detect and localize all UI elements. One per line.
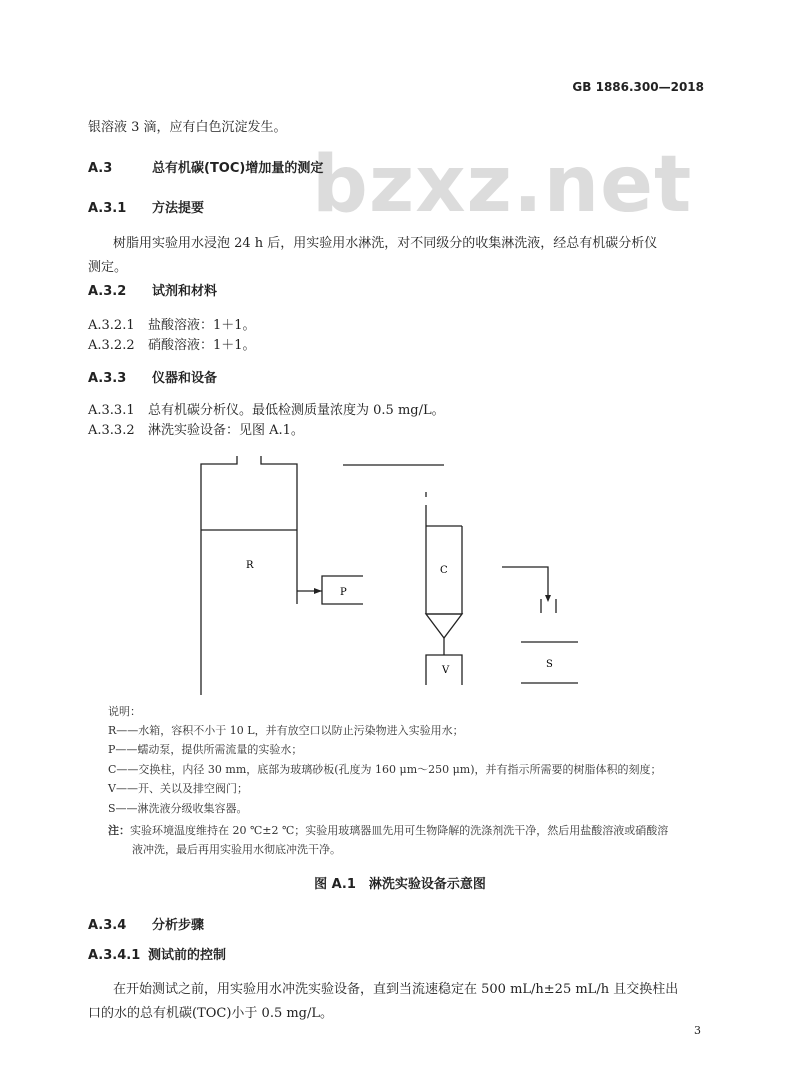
section-title: 分析步骤 <box>152 918 205 933</box>
item-number: A.3.2.1 <box>88 318 135 333</box>
a31-paragraph-line2: 测定。 <box>88 260 128 275</box>
a341-paragraph-line2: 口的水的总有机碳(TOC)小于 0.5 mg/L。 <box>88 1006 334 1021</box>
standard-code: GB 1886.300—2018 <box>572 80 704 94</box>
note-label: 注： <box>108 824 130 837</box>
section-number: A.3.2 <box>88 284 127 299</box>
item-text: 总有机碳分析仪。最低检测质量浓度为 0.5 mg/L。 <box>148 403 445 418</box>
section-title: 总有机碳(TOC)增加量的测定 <box>152 161 324 176</box>
section-number: A.3 <box>88 161 113 176</box>
section-title: 测试前的控制 <box>148 948 227 963</box>
item-text: 硝酸溶液：1＋1。 <box>148 338 256 353</box>
legend-v: V——开、关以及排空阀门； <box>108 782 248 795</box>
watermark: bzxz.net <box>312 140 693 230</box>
label-c: C <box>440 565 448 576</box>
label-p: P <box>340 587 347 598</box>
section-a34-heading <box>88 914 204 933</box>
legend-c: C——交换柱，内径 30 mm，底部为玻璃砂板(孔度为 160 μm～250 μm)，并有指示所需要的树脂体积的刻度； <box>108 763 662 776</box>
section-title: 方法提要 <box>152 201 205 216</box>
section-a341-heading <box>88 944 226 963</box>
item-text: 盐酸溶液：1＋1。 <box>148 318 256 333</box>
item-number: A.3.3.2 <box>88 423 135 438</box>
legend-p: P——蠕动泵，提供所需流量的实验水； <box>108 743 303 756</box>
note-line1 <box>108 822 668 838</box>
note-line2: 液冲洗，最后再用实验用水彻底冲洗干净。 <box>132 843 341 856</box>
flow-arrow <box>314 588 322 594</box>
legend-s: S——淋洗液分级收集容器。 <box>108 802 248 815</box>
intro-line: 银溶液 3 滴，应有白色沉淀发生。 <box>88 120 287 135</box>
section-title: 试剂和材料 <box>152 284 218 299</box>
column-funnel <box>426 614 462 638</box>
section-number: A.3.4.1 <box>88 948 141 963</box>
section-number: A.3.4 <box>88 918 127 933</box>
label-v: V <box>442 665 450 676</box>
item-number: A.3.2.2 <box>88 338 135 353</box>
figure-caption: 图 A.1 淋洗实验设备示意图 <box>314 877 486 892</box>
legend-r: R——水箱，容积不小于 10 L，并有放空口以防止污染物进入实验用水； <box>108 724 464 737</box>
item-number: A.3.3.1 <box>88 403 135 418</box>
legend-title: 说明： <box>108 705 141 718</box>
a31-paragraph-line1: 树脂用实验用水浸泡 24 h 后，用实验用水淋洗，对不同级分的收集淋洗液，经总有机碳分析仪 <box>113 236 658 251</box>
label-r: R <box>246 560 254 571</box>
a341-paragraph-line1: 在开始测试之前，用实验用水冲洗实验设备，直到当流速稳定在 500 mL/h±25 mL/h 且交换柱出 <box>113 982 679 997</box>
label-s: S <box>546 659 553 670</box>
drop-arrow <box>545 595 551 602</box>
section-title: 仪器和设备 <box>152 371 218 386</box>
note-text: 实验环境温度维持在 20 ℃±2 ℃；实验用玻璃器皿先用可生物降解的洗涤剂洗干净，然后用盐酸溶液或硝酸溶 <box>130 824 669 837</box>
outlet-pipe <box>502 567 548 598</box>
page-number: 3 <box>694 1024 701 1037</box>
tank-left-wall <box>201 456 237 695</box>
section-number: A.3.1 <box>88 201 127 216</box>
section-number: A.3.3 <box>88 371 127 386</box>
item-text: 淋洗实验设备：见图 A.1。 <box>148 423 304 438</box>
